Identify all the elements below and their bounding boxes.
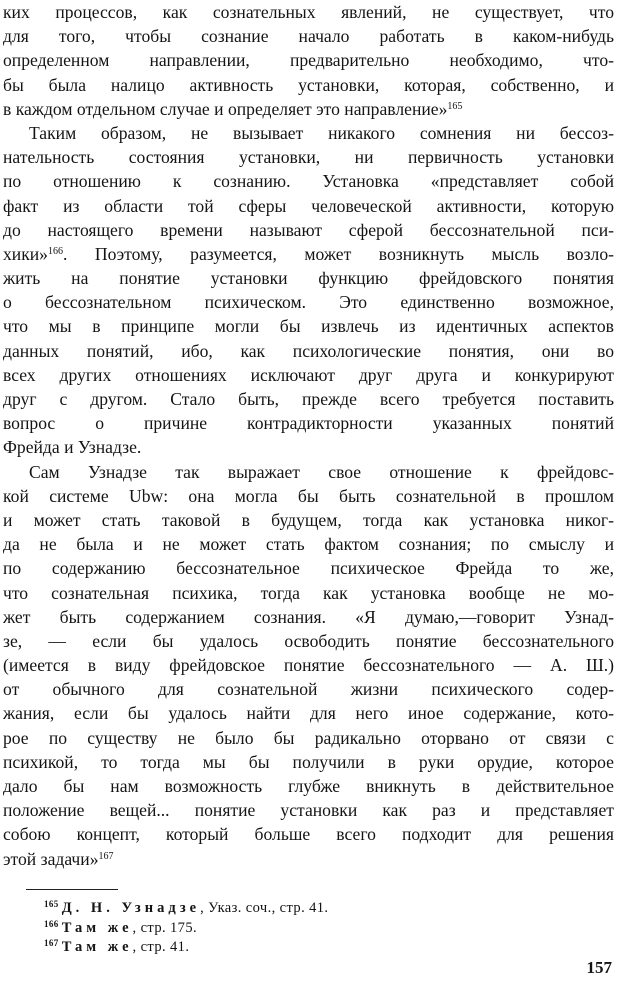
footnote-author: Д. Н. Узнадзе — [61, 900, 201, 916]
text-line: Сам Узнадзе так выражает свое отношение к фрейдовс- — [29, 461, 614, 482]
text-line: бы была налицо активность установки, которая, собственно, и — [3, 74, 614, 95]
text-line: положение вещей... понятие установки как раз и представляет — [3, 800, 614, 821]
text-line: для того, чтобы сознание начало работать в каком-нибудь — [3, 26, 614, 47]
text-line: всех других отношениях исключают друг друга и конкурируют — [3, 364, 614, 385]
footnote-text: , стр. 175. — [132, 919, 198, 936]
text-line: вопрос о причине контрадикторности указанных понятий — [3, 413, 614, 434]
text-line: дало бы нам возможность глубже вникнуть в действительное — [3, 776, 614, 796]
text-line: психикой, то тогда мы бы получили в руки орудие, которое — [3, 751, 614, 772]
footnote-text: , Указ. соч., стр. 41. — [200, 900, 329, 916]
text-line: ких процессов, как сознательных явлений, не существует, что — [3, 2, 614, 22]
page-number: 157 — [586, 958, 612, 977]
text-line: жания, если бы удалось найти для него иное содержание, кото- — [3, 703, 614, 724]
text-line: жить на понятие установки функцию фрейдовского понятия — [3, 268, 614, 289]
footnote — [44, 938, 328, 958]
text-span: хики» — [3, 243, 48, 264]
text-line: Таким образом, не вызывает никакого сомнения ни бессоз- — [29, 122, 614, 143]
text-line: и может стать таковой в будущем, тогда как установка никог- — [3, 509, 614, 530]
text-line: от обычного для сознательной жизни психического содер- — [3, 679, 614, 700]
footnote-author: Там же — [61, 919, 133, 936]
footnote-number: 167 — [44, 938, 59, 948]
text-line: определенном направлении, предварительно необходимо, что- — [3, 50, 614, 71]
footnote-ref[interactable]: 165 — [447, 100, 463, 112]
text-line — [3, 847, 614, 871]
text-line — [3, 97, 614, 121]
text-line: что сознательная психика, тогда как установка вообще не мо- — [3, 582, 614, 603]
text-line: друг с другом. Стало быть, прежде всего требуется поставить — [3, 389, 614, 409]
footnote-number: 165 — [44, 899, 59, 909]
text-line: кой системе Ubw: она могла бы быть сознательной в прошлом — [3, 485, 614, 506]
text-line: факт из области той сферы человеческой активности, которую — [3, 195, 614, 216]
text-line: по отношению к сознанию. Установка «представляет собой — [3, 171, 614, 192]
text-line: о бессознательном психическом. Это единственно возможное, — [3, 292, 614, 313]
text-line: по содержанию бессознательное психическое Фрейда то же, — [3, 558, 614, 579]
footnote-text: , стр. 41. — [132, 939, 190, 955]
text-line: собою концепт, который больше всего подходит для решения — [3, 824, 614, 845]
text-line: что мы в принципе могли бы извлечь из идентичных аспектов — [3, 316, 614, 337]
text-line: зе, — если бы удалось освободить понятие бессознательного — [3, 630, 614, 651]
text-line: рое по существу не было бы радикально оторвано от связи с — [3, 727, 614, 748]
text-span: в каждом отдельном случае и определяет это направление» — [3, 98, 448, 119]
text-span: этой задачи» — [3, 848, 99, 869]
footnote — [44, 919, 328, 939]
footnote-ref[interactable]: 166 — [47, 245, 63, 257]
footnote-author: Там же — [61, 939, 133, 955]
footnote-divider — [26, 889, 118, 890]
text-line: до настоящего времени называют сферой бессознательной пси- — [3, 219, 614, 240]
footnote-number: 166 — [44, 918, 59, 929]
text-span: . Поэтому, разумеется, может возникнуть мысль возло- — [62, 243, 614, 264]
text-line: жет быть содержанием сознания. «Я думаю,—говорит Узнад- — [3, 606, 614, 627]
text-line — [3, 242, 614, 266]
footnote — [44, 899, 328, 919]
footnotes — [44, 899, 328, 958]
text-line: (имеется в виду фрейдовское понятие бессознательного — А. Ш.) — [3, 655, 614, 676]
text-line: нательность состояния установки, ни первичность установки — [3, 147, 614, 168]
text-line: да не была и не может стать фактом сознания; по смыслу и — [3, 534, 614, 555]
text-line: Фрейда и Узнадзе. — [3, 437, 142, 458]
footnote-ref[interactable]: 167 — [98, 850, 114, 862]
main-text — [3, 0, 614, 871]
text-line: данных понятий, ибо, как психологические понятия, они во — [3, 340, 614, 361]
